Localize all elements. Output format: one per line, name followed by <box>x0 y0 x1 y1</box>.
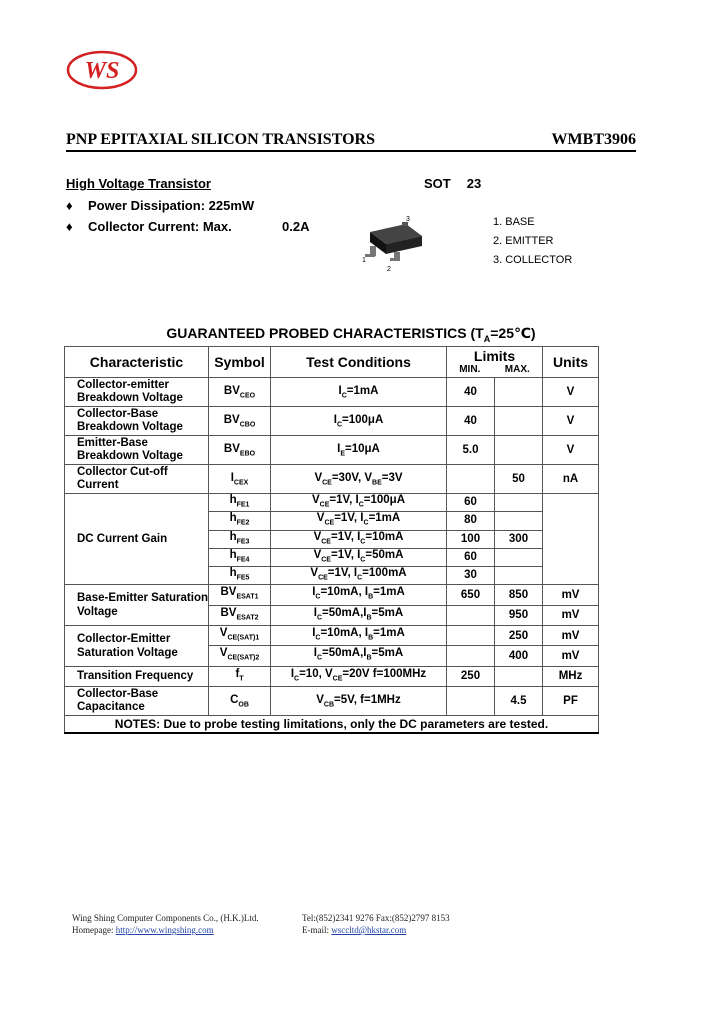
max-cell: 300 <box>495 530 543 548</box>
symbol-cell: $h_{FE5}$ <box>209 567 271 585</box>
table-row <box>65 378 599 407</box>
table-header-row <box>65 347 599 378</box>
condition-cell: $V_{CE}=30V$, $V_{BE}=3V$ <box>271 465 447 494</box>
condition-cell: $I_C=10$, $V_{CE}=20V$ f=100MHz <box>271 666 447 686</box>
bullet-icon: ♦ <box>66 198 73 213</box>
pin1-mark: 1 <box>362 257 366 264</box>
header-conditions: Test Conditions <box>271 347 447 378</box>
min-cell: 650 <box>447 585 495 605</box>
symbol-cell: $h_{FE2}$ <box>209 512 271 530</box>
max-cell: 250 <box>495 626 543 646</box>
max-cell: 50 <box>495 465 543 494</box>
symbol-cell: $V_{CE(SAT)2}$ <box>209 646 271 666</box>
product-subtitle: High Voltage Transistor <box>66 176 211 191</box>
notes-cell: NOTES: Due to probe testing limitations, only the DC parameters are tested. <box>65 715 599 733</box>
max-cell <box>495 407 543 436</box>
min-cell: 5.0 <box>447 436 495 465</box>
min-cell: 250 <box>447 666 495 686</box>
max-cell: 950 <box>495 605 543 625</box>
table-row <box>65 494 599 512</box>
symbol-cell: $V_{CE(SAT)1}$ <box>209 626 271 646</box>
footer <box>72 912 450 936</box>
pin-base: 1. BASE <box>493 216 535 228</box>
characteristic-cell: Collector-Base Capacitance <box>65 686 209 715</box>
characteristic-cell: Transition Frequency <box>65 666 209 686</box>
symbol-cell: $BV_{CEO}$ <box>209 378 271 407</box>
min-cell: 100 <box>447 530 495 548</box>
sot23-package-icon <box>356 214 438 276</box>
max-cell: 400 <box>495 646 543 666</box>
table-row <box>65 715 599 733</box>
condition-cell: $I_C=1mA$ <box>271 378 447 407</box>
condition-cell: $I_C=50mA,I_B=5mA$ <box>271 646 447 666</box>
homepage-label: Homepage: <box>72 925 114 935</box>
unit-cell <box>543 494 599 585</box>
characteristic-cell: Collector-Emitter Saturation Voltage <box>65 626 209 667</box>
characteristic-cell: Base-Emitter Saturation Voltage <box>65 585 209 626</box>
symbol-cell: $BV_{ESAT1}$ <box>209 585 271 605</box>
condition-cell: $V_{CE}=1V$, $I_C=50mA$ <box>271 548 447 566</box>
feature-current <box>66 219 310 234</box>
condition-cell: $V_{CE}=1V$, $I_C=100mA$ <box>271 567 447 585</box>
max-cell <box>495 378 543 407</box>
pin2-mark: 2 <box>387 266 391 273</box>
table-row <box>65 626 599 646</box>
min-cell <box>447 646 495 666</box>
current-label: Collector Current: Max. <box>88 219 232 234</box>
unit-cell: mV <box>543 626 599 646</box>
pin-list <box>493 213 572 270</box>
characteristic-cell: Collector Cut-off Current <box>65 465 209 494</box>
unit-cell: mV <box>543 646 599 666</box>
condition-cell: $I_C=10mA$, $I_B=1mA$ <box>271 626 447 646</box>
table-row <box>65 666 599 686</box>
unit-cell: V <box>543 407 599 436</box>
max-cell <box>495 494 543 512</box>
symbol-cell: $BV_{CBO}$ <box>209 407 271 436</box>
unit-cell: mV <box>543 605 599 625</box>
unit-cell: V <box>543 436 599 465</box>
package-name: SOT 23 <box>424 176 482 191</box>
table-row <box>65 436 599 465</box>
min-cell: 40 <box>447 378 495 407</box>
table-row <box>65 465 599 494</box>
header-divider <box>66 150 636 152</box>
max-cell <box>495 512 543 530</box>
table-title: GUARANTEED PROBED CHARACTERISTICS $(T_A=25℃)$ <box>166 325 536 344</box>
table-row <box>65 585 599 605</box>
email-link[interactable]: wsccltd@hkstar.com <box>331 925 407 935</box>
min-cell <box>447 605 495 625</box>
page-title: PNP EPITAXIAL SILICON TRANSISTORS <box>66 131 375 148</box>
min-cell: 60 <box>447 548 495 566</box>
condition-cell: $I_C=10mA$, $I_B=1mA$ <box>271 585 447 605</box>
power-label: Power Dissipation: 225mW <box>88 198 255 213</box>
symbol-cell: $f_T$ <box>209 666 271 686</box>
pin-emitter: 2. EMITTER <box>493 235 554 247</box>
min-cell: 60 <box>447 494 495 512</box>
min-cell: 80 <box>447 512 495 530</box>
min-cell <box>447 626 495 646</box>
table-row <box>65 686 599 715</box>
condition-cell: $V_{CE}=1V$, $I_C=100\mu A$ <box>271 494 447 512</box>
symbol-cell: $BV_{ESAT2}$ <box>209 605 271 625</box>
homepage-link[interactable]: http://www.wingshing.com <box>115 925 214 935</box>
condition-cell: $I_E=10\mu A$ <box>271 436 447 465</box>
symbol-cell: $BV_{EBO}$ <box>209 436 271 465</box>
symbol-cell: $h_{FE4}$ <box>209 548 271 566</box>
min-cell: 30 <box>447 567 495 585</box>
pin-collector: 3. COLLECTOR <box>493 254 573 266</box>
condition-cell: $V_{CE}=1V$, $I_C=10mA$ <box>271 530 447 548</box>
logo-text: WS <box>84 58 120 84</box>
condition-cell: $I_C=50mA,I_B=5mA$ <box>271 605 447 625</box>
email-label: E-mail: <box>302 925 329 935</box>
max-cell <box>495 666 543 686</box>
unit-cell: PF <box>543 686 599 715</box>
min-cell: 40 <box>447 407 495 436</box>
characteristic-cell: Collector-Base Breakdown Voltage <box>65 407 209 436</box>
characteristic-cell: Emitter-Base Breakdown Voltage <box>65 436 209 465</box>
unit-cell: mV <box>543 585 599 605</box>
symbol-cell: $I_{CEX}$ <box>209 465 271 494</box>
characteristic-cell: Collector-emitter Breakdown Voltage <box>65 378 209 407</box>
condition-cell: $V_{CB}=5V$, f=1MHz <box>271 686 447 715</box>
min-cell <box>447 465 495 494</box>
characteristics-table <box>64 346 599 734</box>
symbol-cell: $C_{OB}$ <box>209 686 271 715</box>
company-logo <box>66 50 138 90</box>
characteristic-cell: DC Current Gain <box>65 494 209 585</box>
min-cell <box>447 686 495 715</box>
current-value: 0.2A <box>282 219 310 234</box>
contact-phone: Tel:(852)2341 9276 Fax:(852)2797 8153 <box>302 913 450 923</box>
max-cell <box>495 436 543 465</box>
max-cell <box>495 567 543 585</box>
max-cell <box>495 548 543 566</box>
header-units: Units <box>543 347 599 378</box>
part-number: WMBT3906 <box>551 131 636 148</box>
condition-cell: $I_C=100\mu A$ <box>271 407 447 436</box>
header-limits: Limits MIN. MAX. <box>447 347 543 378</box>
pin3-mark: 3 <box>406 216 410 223</box>
max-cell: 850 <box>495 585 543 605</box>
header-symbol: Symbol <box>209 347 271 378</box>
unit-cell: nA <box>543 465 599 494</box>
header-characteristic: Characteristic <box>65 347 209 378</box>
symbol-cell: $h_{FE3}$ <box>209 530 271 548</box>
bullet-icon: ♦ <box>66 219 73 234</box>
feature-power <box>66 198 254 213</box>
unit-cell: MHz <box>543 666 599 686</box>
symbol-cell: $h_{FE1}$ <box>209 494 271 512</box>
max-cell: 4.5 <box>495 686 543 715</box>
company-name: Wing Shing Computer Components Co., (H.K.)Ltd. <box>72 913 259 923</box>
unit-cell: V <box>543 378 599 407</box>
condition-cell: $V_{CE}=1V$, $I_C=1mA$ <box>271 512 447 530</box>
table-row <box>65 407 599 436</box>
